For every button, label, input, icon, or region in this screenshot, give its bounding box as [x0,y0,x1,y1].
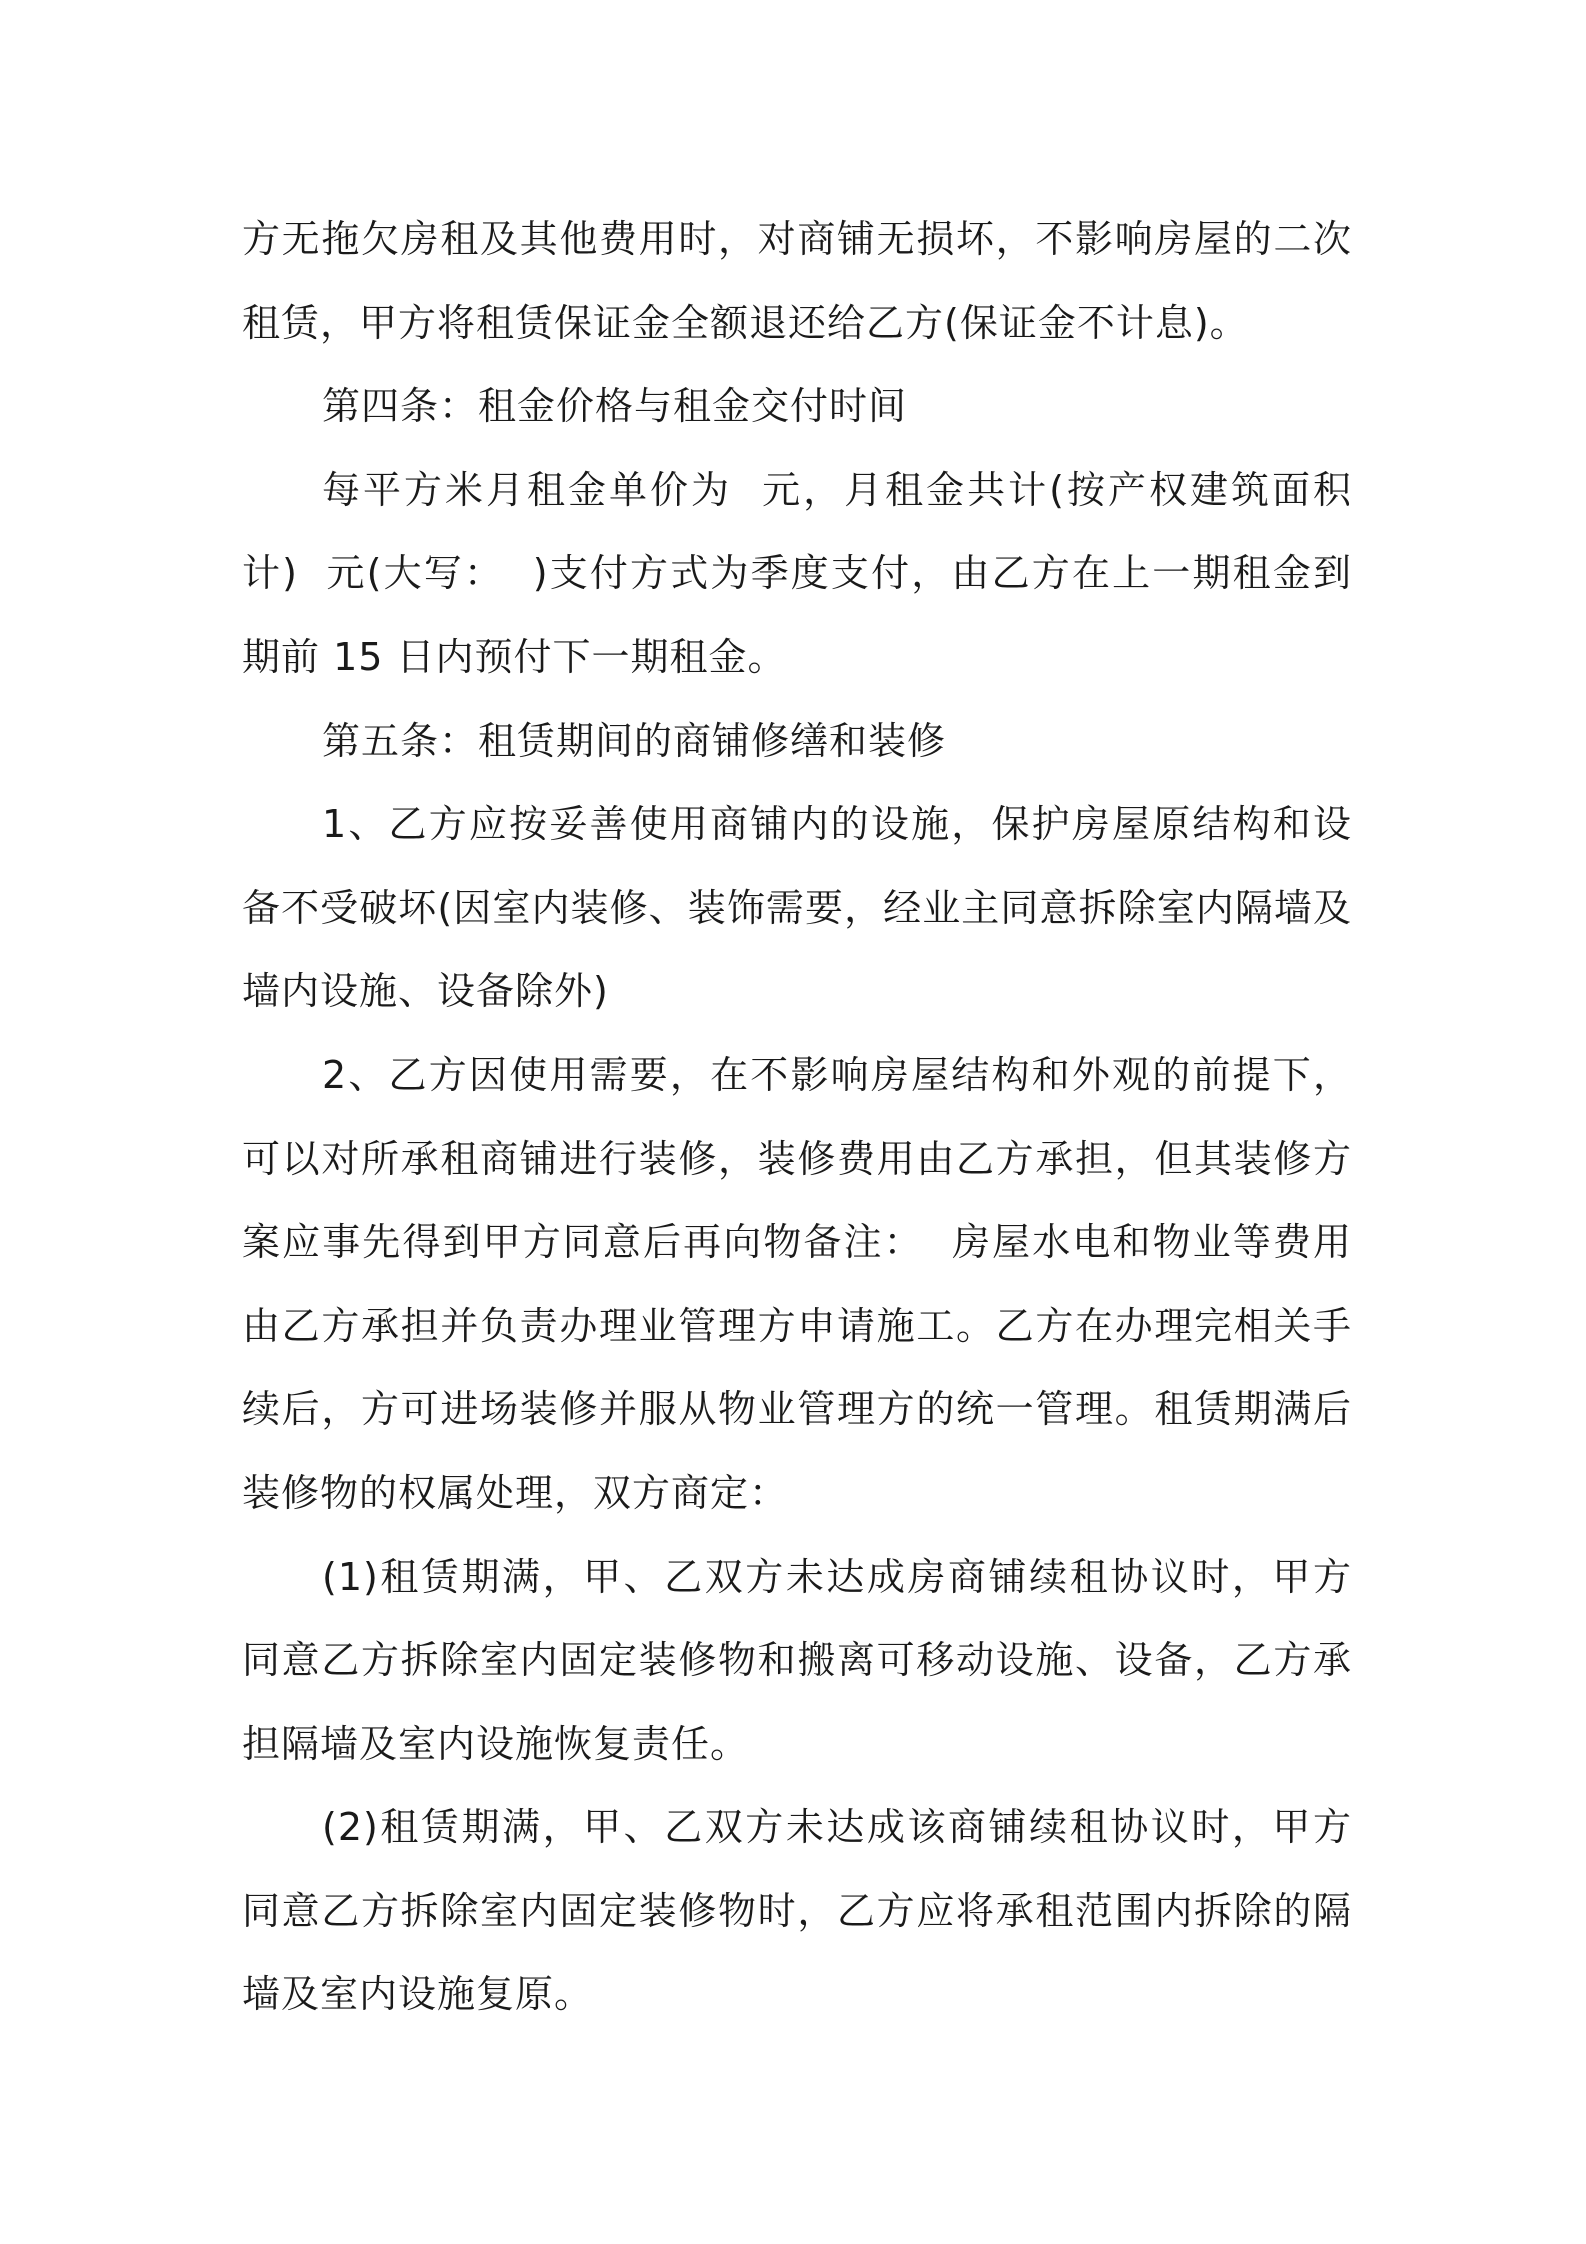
paragraph-clause-2: 2、乙方因使用需要，在不影响房屋结构和外观的前提下，可以对所承租商铺进行装修，装修费用由乙方承担，但其装修方案应事先得到甲方同意后再向物备注： 房屋水电和物业等费用由乙方承担并负责办理业管理方申请施工。乙方在办理完相关手续后，方可进场装修并服从物业管理方的统一管理。租赁期满后装修物的权属处理，双方商定： [242,1052,1352,1515]
paragraph-rent-price: 每平方米月租金单价为 元，月租金共计(按产权建筑面积计) 元(大写： )支付方式为季度支付，由乙方在上一期租金到期前 15 日内预付下一期租金。 [242,467,1352,679]
paragraph-deposit-refund: 方无拖欠房租及其他费用时，对商铺无损坏，不影响房屋的二次租赁，甲方将租赁保证金全额退还给乙方(保证金不计息)。 [242,217,1352,345]
paragraph-subclause-2: (2)租赁期满，甲、乙双方未达成该商铺续租协议时，甲方同意乙方拆除室内固定装修物时，乙方应将承租范围内拆除的隔墙及室内设施复原。 [242,1805,1352,2017]
document-body [242,198,1352,2037]
heading-article-5: 第五条：租赁期间的商铺修缮和装修 [322,718,947,763]
paragraph-clause-1: 1、乙方应按妥善使用商铺内的设施，保护房屋原结构和设备不受破坏(因室内装修、装饰需要，经业主同意拆除室内隔墙及墙内设施、设备除外) [242,802,1352,1014]
heading-article-4: 第四条：租金价格与租金交付时间 [322,384,908,429]
paragraph-subclause-1: (1)租赁期满，甲、乙双方未达成房商铺续租协议时，甲方同意乙方拆除室内固定装修物和搬离可移动设施、设备，乙方承担隔墙及室内设施恢复责任。 [242,1554,1352,1766]
